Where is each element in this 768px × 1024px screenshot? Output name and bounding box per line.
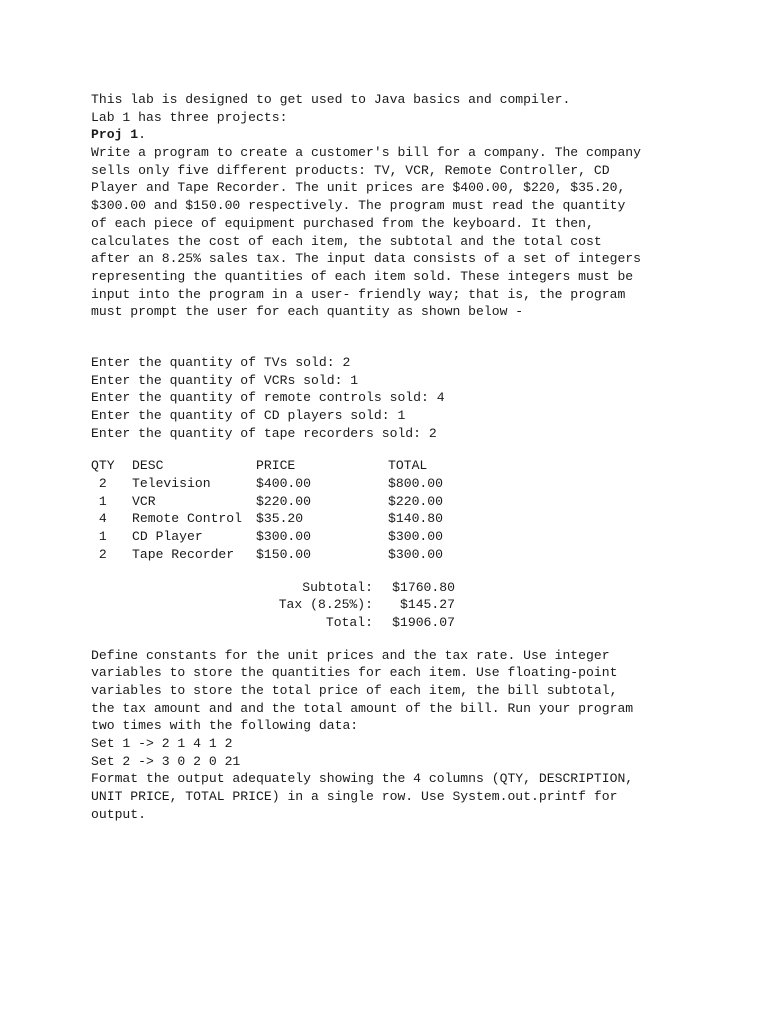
- prompt-line: Enter the quantity of CD players sold: 1: [91, 408, 406, 423]
- spacer: [91, 442, 691, 457]
- bill-table-row: [91, 546, 691, 564]
- instruction-line: two times with the following data:: [91, 718, 359, 734]
- project-heading: [91, 126, 691, 144]
- subtotal-value: $1760.80: [392, 579, 455, 595]
- subtotal-label: Subtotal:: [302, 579, 373, 595]
- instruction-line: variables to store the quantities for each item. Use floating-point: [91, 665, 618, 681]
- description-line: $300.00 and $150.00 respectively. The program must read the quantity: [91, 198, 626, 214]
- total-value: $1906.07: [392, 614, 455, 630]
- row-qty: 1: [91, 493, 107, 509]
- bill-table-row: [91, 510, 691, 528]
- row-desc: Remote Control: [132, 511, 243, 527]
- instruction-line: the tax amount and and the total amount of the bill. Run your program: [91, 700, 634, 716]
- row-qty: 1: [91, 529, 107, 545]
- tax-value: $145.27: [399, 597, 455, 613]
- description-line: input into the program in a user- friendly way; that is, the program: [91, 286, 626, 302]
- prompt-line: Enter the quantity of tape recorders sold: 2: [91, 425, 437, 441]
- document-page: [91, 91, 691, 823]
- row-qty: 4: [91, 511, 107, 527]
- row-total: $300.00: [388, 546, 444, 562]
- header-total: TOTAL: [388, 458, 428, 474]
- bill-table-row: [91, 493, 691, 511]
- data-set-line: Set 1 -> 2 1 4 1 2: [91, 736, 233, 751]
- instruction-line: variables to store the total price of each item, the bill subtotal,: [91, 682, 618, 698]
- row-total: $800.00: [388, 476, 444, 492]
- header-price: PRICE: [256, 458, 296, 474]
- row-price: $300.00: [256, 529, 312, 545]
- header-desc: DESC: [132, 458, 164, 474]
- project-heading-rest: .: [138, 127, 147, 143]
- bill-totals: [91, 579, 691, 632]
- intro-line: This lab is designed to get used to Java basics and compiler.: [91, 92, 571, 107]
- row-desc: VCR: [132, 493, 156, 509]
- row-desc: Television: [132, 476, 211, 492]
- subtotal-row: [91, 579, 691, 597]
- instruction-line: output.: [91, 806, 147, 822]
- row-total: $220.00: [388, 493, 444, 509]
- description-line: calculates the cost of each item, the subtotal and the total cost: [91, 233, 602, 249]
- row-qty: 2: [91, 546, 107, 562]
- prompt-line: Enter the quantity of VCRs sold: 1: [91, 372, 359, 388]
- sample-prompts: [91, 354, 691, 442]
- tax-label: Tax (8.25%):: [278, 597, 373, 613]
- row-qty: 2: [91, 476, 107, 492]
- description-line: must prompt the user for each quantity as shown below -: [91, 304, 524, 320]
- instruction-line: Define constants for the unit prices and the tax rate. Use integer: [91, 647, 610, 663]
- intro-line: Lab 1 has three projects:: [91, 109, 288, 125]
- description-line: after an 8.25% sales tax. The input data consists of a set of integers: [91, 251, 642, 267]
- spacer: [91, 632, 691, 647]
- total-row: [91, 614, 691, 632]
- row-price: $220.00: [256, 493, 312, 509]
- row-price: $35.20: [256, 511, 304, 527]
- instructions: [91, 647, 691, 824]
- row-desc: Tape Recorder: [132, 546, 235, 562]
- tax-row: [91, 596, 691, 614]
- description-line: Write a program to create a customer's bill for a company. The company: [91, 145, 642, 161]
- row-price: $150.00: [256, 546, 312, 562]
- row-desc: CD Player: [132, 529, 203, 545]
- description-line: of each piece of equipment purchased from the keyboard. It then,: [91, 215, 594, 231]
- prompt-line: Enter the quantity of TVs sold: 2: [91, 354, 351, 370]
- bill-table-row: [91, 528, 691, 546]
- total-label: Total:: [325, 614, 373, 630]
- data-set-line: Set 2 -> 3 0 2 0 21: [91, 753, 241, 769]
- row-total: $140.80: [388, 511, 444, 527]
- header-qty: QTY: [91, 458, 115, 474]
- prompt-line: Enter the quantity of remote controls sold: 4: [91, 390, 445, 406]
- instruction-line: UNIT PRICE, TOTAL PRICE) in a single row. Use System.out.printf for: [91, 789, 618, 805]
- bill-table: [91, 457, 691, 563]
- spacer: [91, 321, 691, 354]
- bill-table-header: [91, 457, 691, 475]
- project-heading-bold: Proj 1: [91, 127, 139, 143]
- project-description: [91, 144, 691, 321]
- instruction-line: Format the output adequately showing the 4 columns (QTY, DESCRIPTION,: [91, 771, 634, 787]
- bill-table-row: [91, 475, 691, 493]
- description-line: sells only five different products: TV, VCR, Remote Controller, CD: [91, 162, 610, 178]
- description-line: representing the quantities of each item sold. These integers must be: [91, 268, 634, 284]
- row-total: $300.00: [388, 529, 444, 545]
- description-line: Player and Tape Recorder. The unit prices are $400.00, $220, $35.20,: [91, 180, 626, 196]
- row-price: $400.00: [256, 476, 312, 492]
- spacer: [91, 564, 691, 579]
